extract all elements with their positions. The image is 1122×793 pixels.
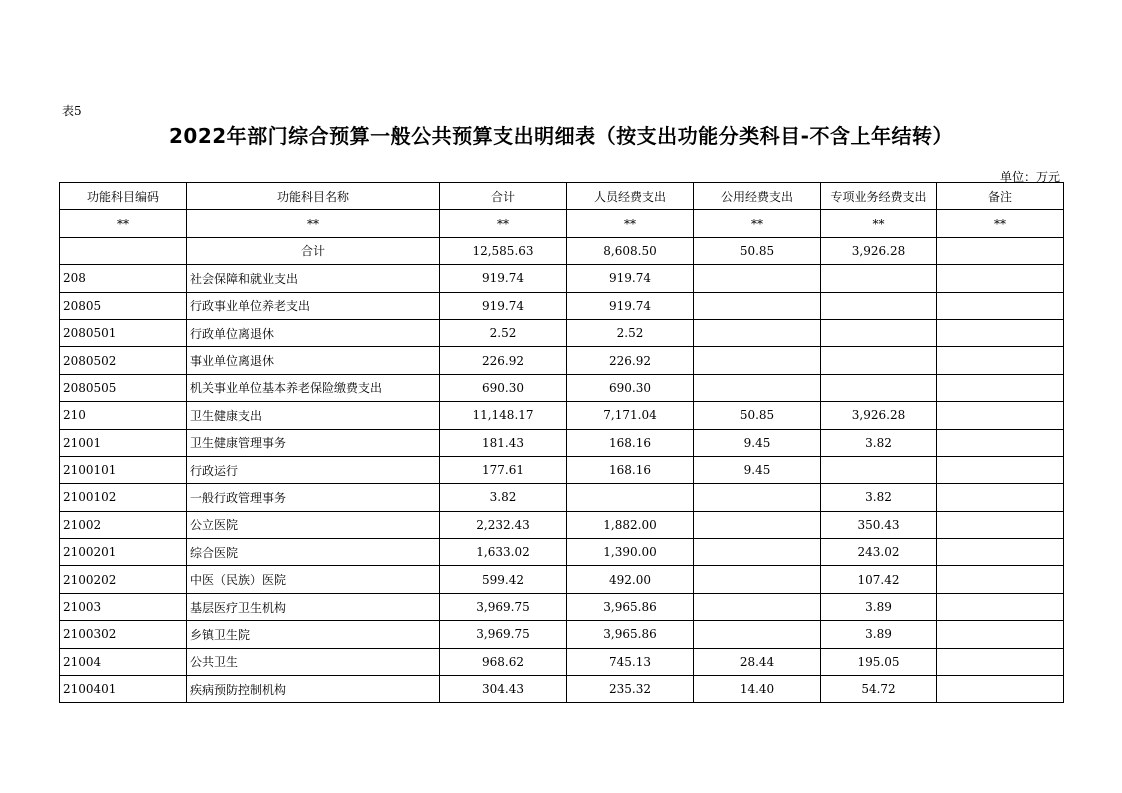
header-cell-name: 功能科目名称 (187, 183, 440, 210)
star-cell: ** (440, 210, 567, 237)
star-cell: ** (937, 210, 1064, 237)
budget-table (59, 182, 1064, 703)
personnel-cell: 7,171.04 (567, 402, 694, 429)
personnel-cell: 1,882.00 (567, 511, 694, 538)
name-cell: 疾病预防控制机构 (187, 676, 440, 703)
personnel-cell: 690.30 (567, 374, 694, 401)
personnel-cell: 492.00 (567, 566, 694, 593)
public-cell: 50.85 (694, 402, 821, 429)
name-cell: 机关事业单位基本养老保险缴费支出 (187, 374, 440, 401)
code-cell: 208 (60, 265, 187, 292)
code-cell: 2080502 (60, 347, 187, 374)
table-row (60, 511, 1064, 538)
personnel-cell: 3,965.86 (567, 593, 694, 620)
name-cell: 社会保障和就业支出 (187, 265, 440, 292)
special-cell: 195.05 (821, 648, 937, 675)
header-cell-code: 功能科目编码 (60, 183, 187, 210)
code-cell: 21003 (60, 593, 187, 620)
total-cell: 2.52 (440, 319, 567, 346)
note-cell (937, 456, 1064, 483)
personnel-cell: 919.74 (567, 292, 694, 319)
header-cell-special: 专项业务经费支出 (821, 183, 937, 210)
total-cell: 177.61 (440, 456, 567, 483)
name-cell: 卫生健康管理事务 (187, 429, 440, 456)
total-total-cell: 12,585.63 (440, 237, 567, 264)
special-cell: 3.82 (821, 429, 937, 456)
table-row (60, 484, 1064, 511)
total-name-cell: 合计 (187, 237, 440, 264)
code-cell: 2080505 (60, 374, 187, 401)
special-cell (821, 374, 937, 401)
personnel-cell: 2.52 (567, 319, 694, 346)
note-cell (937, 648, 1064, 675)
note-cell (937, 265, 1064, 292)
table-row (60, 292, 1064, 319)
name-cell: 行政运行 (187, 456, 440, 483)
header-cell-personnel: 人员经费支出 (567, 183, 694, 210)
note-cell (937, 566, 1064, 593)
code-cell: 2100102 (60, 484, 187, 511)
name-cell: 一般行政管理事务 (187, 484, 440, 511)
total-cell: 919.74 (440, 265, 567, 292)
code-cell: 210 (60, 402, 187, 429)
special-cell (821, 456, 937, 483)
personnel-cell: 1,390.00 (567, 539, 694, 566)
total-cell: 1,633.02 (440, 539, 567, 566)
public-cell (694, 374, 821, 401)
total-row (60, 237, 1064, 264)
table-row (60, 566, 1064, 593)
total-cell: 599.42 (440, 566, 567, 593)
table-row (60, 347, 1064, 374)
total-personnel-cell: 8,608.50 (567, 237, 694, 264)
code-cell: 2100401 (60, 676, 187, 703)
total-cell: 2,232.43 (440, 511, 567, 538)
note-cell (937, 511, 1064, 538)
header-cell-note: 备注 (937, 183, 1064, 210)
name-cell: 行政事业单位养老支出 (187, 292, 440, 319)
special-cell: 3,926.28 (821, 402, 937, 429)
personnel-cell (567, 484, 694, 511)
name-cell: 卫生健康支出 (187, 402, 440, 429)
page-title: 2022年部门综合预算一般公共预算支出明细表（按支出功能分类科目-不含上年结转） (169, 124, 953, 148)
public-cell (694, 319, 821, 346)
total-cell: 304.43 (440, 676, 567, 703)
star-row (60, 210, 1064, 237)
total-cell: 690.30 (440, 374, 567, 401)
star-cell: ** (821, 210, 937, 237)
star-cell: ** (694, 210, 821, 237)
personnel-cell: 226.92 (567, 347, 694, 374)
note-cell (937, 484, 1064, 511)
special-cell: 54.72 (821, 676, 937, 703)
header-cell-total: 合计 (440, 183, 567, 210)
table-row (60, 676, 1064, 703)
public-cell: 9.45 (694, 429, 821, 456)
table-row (60, 593, 1064, 620)
total-cell: 226.92 (440, 347, 567, 374)
note-cell (937, 676, 1064, 703)
public-cell (694, 347, 821, 374)
total-public-cell: 50.85 (694, 237, 821, 264)
total-special-cell: 3,926.28 (821, 237, 937, 264)
public-cell: 14.40 (694, 676, 821, 703)
code-cell: 21002 (60, 511, 187, 538)
table-row (60, 539, 1064, 566)
total-cell: 3.82 (440, 484, 567, 511)
special-cell (821, 347, 937, 374)
total-cell: 3,969.75 (440, 621, 567, 648)
public-cell (694, 511, 821, 538)
special-cell: 3.89 (821, 621, 937, 648)
name-cell: 中医（民族）医院 (187, 566, 440, 593)
code-cell: 2100101 (60, 456, 187, 483)
public-cell (694, 484, 821, 511)
public-cell: 28.44 (694, 648, 821, 675)
personnel-cell: 168.16 (567, 429, 694, 456)
table-row (60, 265, 1064, 292)
name-cell: 乡镇卫生院 (187, 621, 440, 648)
total-cell: 919.74 (440, 292, 567, 319)
code-cell: 2080501 (60, 319, 187, 346)
public-cell (694, 593, 821, 620)
code-cell: 2100202 (60, 566, 187, 593)
name-cell: 公立医院 (187, 511, 440, 538)
note-cell (937, 539, 1064, 566)
public-cell (694, 265, 821, 292)
note-cell (937, 402, 1064, 429)
note-cell (937, 292, 1064, 319)
header-cell-public: 公用经费支出 (694, 183, 821, 210)
special-cell (821, 265, 937, 292)
special-cell: 3.89 (821, 593, 937, 620)
star-cell: ** (567, 210, 694, 237)
header-row (60, 183, 1064, 210)
star-cell: ** (60, 210, 187, 237)
note-cell (937, 593, 1064, 620)
table-number: 表5 (62, 104, 82, 118)
public-cell (694, 621, 821, 648)
public-cell (694, 539, 821, 566)
code-cell: 2100302 (60, 621, 187, 648)
total-cell: 181.43 (440, 429, 567, 456)
name-cell: 基层医疗卫生机构 (187, 593, 440, 620)
table-row (60, 429, 1064, 456)
table-row (60, 319, 1064, 346)
special-cell (821, 292, 937, 319)
note-cell (937, 319, 1064, 346)
note-cell (937, 429, 1064, 456)
table-row (60, 648, 1064, 675)
code-cell: 21004 (60, 648, 187, 675)
public-cell (694, 292, 821, 319)
unit-label: 单位：万元 (999, 170, 1060, 184)
name-cell: 事业单位离退休 (187, 347, 440, 374)
table-row (60, 456, 1064, 483)
personnel-cell: 3,965.86 (567, 621, 694, 648)
total-note-cell (937, 237, 1064, 264)
personnel-cell: 235.32 (567, 676, 694, 703)
code-cell: 21001 (60, 429, 187, 456)
note-cell (937, 347, 1064, 374)
name-cell: 公共卫生 (187, 648, 440, 675)
public-cell: 9.45 (694, 456, 821, 483)
special-cell: 107.42 (821, 566, 937, 593)
personnel-cell: 168.16 (567, 456, 694, 483)
total-cell: 11,148.17 (440, 402, 567, 429)
note-cell (937, 374, 1064, 401)
total-cell: 968.62 (440, 648, 567, 675)
personnel-cell: 745.13 (567, 648, 694, 675)
note-cell (937, 621, 1064, 648)
public-cell (694, 566, 821, 593)
name-cell: 综合医院 (187, 539, 440, 566)
special-cell: 3.82 (821, 484, 937, 511)
star-cell: ** (187, 210, 440, 237)
total-cell: 3,969.75 (440, 593, 567, 620)
code-cell: 2100201 (60, 539, 187, 566)
total-code-cell (60, 237, 187, 264)
code-cell: 20805 (60, 292, 187, 319)
special-cell (821, 319, 937, 346)
special-cell: 350.43 (821, 511, 937, 538)
table-row (60, 621, 1064, 648)
name-cell: 行政单位离退休 (187, 319, 440, 346)
special-cell: 243.02 (821, 539, 937, 566)
personnel-cell: 919.74 (567, 265, 694, 292)
table-row (60, 402, 1064, 429)
table-row (60, 374, 1064, 401)
